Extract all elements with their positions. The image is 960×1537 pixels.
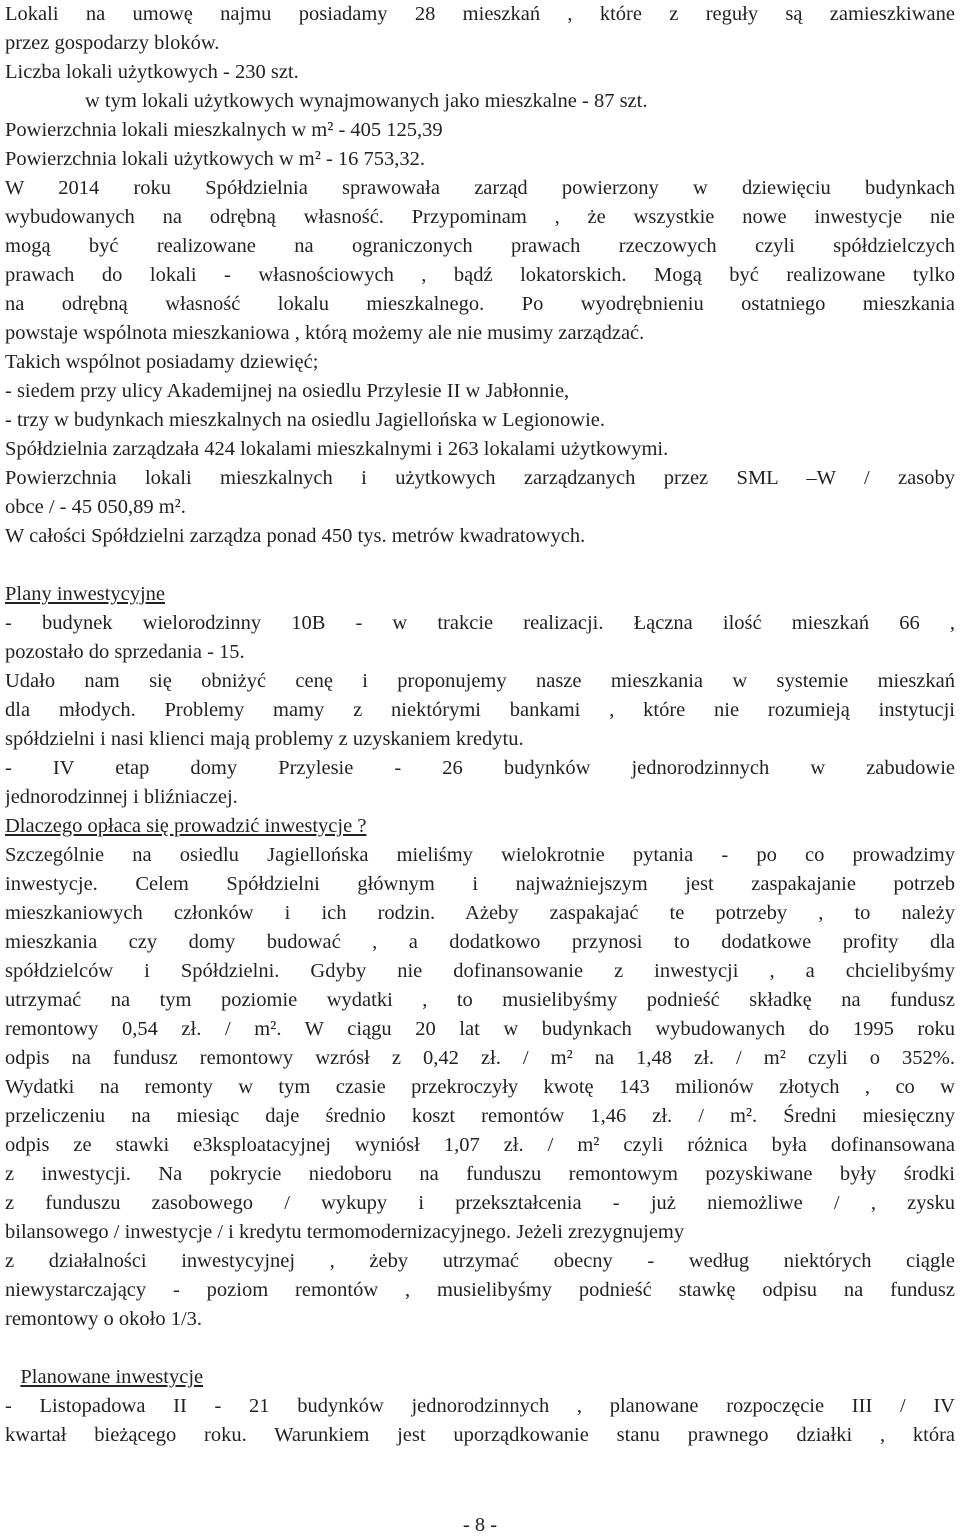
heading-plany-inwestycyjne: Plany inwestycyjne — [5, 583, 165, 605]
text-line: Udało nam się obniżyć cenę i proponujemy nasze mieszkania w systemie mieszkań — [5, 670, 955, 692]
text-line: Lokali na umowę najmu posiadamy 28 mieszkań , które z reguły są zamieszkiwane — [5, 3, 955, 25]
text-line: - Listopadowa II - 21 budynków jednorodzinnych , planowane rozpoczęcie III / IV — [5, 1395, 955, 1417]
spacer — [5, 1334, 955, 1363]
text-line: z funduszu zasobowego / wykupy i przekształcenia - już niemożliwe / , zysku — [5, 1192, 955, 1214]
text-line: przez gospodarzy bloków. — [5, 32, 220, 54]
text-line: mogą być realizowane na ograniczonych prawach rzeczowych czyli spółdzielczych — [5, 235, 955, 257]
text-line: utrzymać na tym poziomie wydatki , to musielibyśmy podnieść składkę na fundusz — [5, 989, 955, 1011]
text-line: remontowy 0,54 zł. / m². W ciągu 20 lat w budynkach wybudowanych do 1995 roku — [5, 1018, 955, 1040]
text-line: spółdzielców i Spółdzielni. Gdyby nie dofinansowanie z inwestycji , a chcielibyśmy — [5, 960, 955, 982]
text-line: jednorodzinnej i bliźniaczej. — [5, 786, 238, 808]
text-line: wybudowanych na odrębną własność. Przypominam , że wszystkie nowe inwestycje nie — [5, 206, 955, 228]
text-line: kwartał bieżącego roku. Warunkiem jest uporządkowanie stanu prawnego działki , która — [5, 1424, 955, 1446]
text-line: mieszkania czy domy budować , a dodatkowo przynosi to dodatkowe profity dla — [5, 931, 955, 953]
text-line: W całości Spółdzielni zarządza ponad 450 tys. metrów kwadratowych. — [5, 525, 586, 547]
text-line: remontowy o około 1/3. — [5, 1308, 203, 1330]
text-line: Takich wspólnot posiadamy dziewięć; — [5, 351, 319, 373]
text-line: prawach do lokali - własnościowych , bądź lokatorskich. Mogą być realizowane tylko — [5, 264, 955, 286]
text-line: dla młodych. Problemy mamy z niektórymi bankami , które nie rozumieją instytucji — [5, 699, 955, 721]
text-line: Liczba lokali użytkowych - 230 szt. — [5, 61, 299, 83]
text-line: Powierzchnia lokali mieszkalnych w m² - 405 125,39 — [5, 119, 443, 141]
text-line: bilansowego / inwestycje / i kredytu termomodernizacyjnego. Jeżeli zrezygnujemy — [5, 1221, 685, 1243]
text-line: w tym lokali użytkowych wynajmowanych jako mieszkalne - 87 szt. — [85, 90, 648, 112]
text-line: z działalności inwestycyjnej , żeby utrzymać obecny - według niektórych ciągle — [5, 1250, 955, 1272]
text-line: W 2014 roku Spółdzielnia sprawowała zarząd powierzony w dziewięciu budynkach — [5, 177, 955, 199]
heading-planowane-inwestycje — [5, 1363, 955, 1392]
text-line: odpis na fundusz remontowy wzrósł z 0,42 zł. / m² na 1,48 zł. / m² czyli o 352%. — [5, 1047, 955, 1069]
text-line: spółdzielni i nasi klienci mają problemy z uzyskaniem kredytu. — [5, 728, 524, 750]
text-line: powstaje wspólnota mieszkaniowa , którą możemy ale nie musimy zarządzać. — [5, 322, 645, 344]
text-line: - siedem przy ulicy Akademijnej na osiedlu Przylesie II w Jabłonnie, — [5, 380, 570, 402]
text-line: Wydatki na remonty w tym czasie przekroczyły kwotę 143 milionów złotych , co w — [5, 1076, 955, 1098]
text-line: odpis ze stawki e3ksploatacyjnej wyniósł 1,07 zł. / m² czyli różnica była dofinansowana — [5, 1134, 955, 1156]
text-line: Powierzchnia lokali użytkowych w m² - 16 753,32. — [5, 148, 426, 170]
text-line: z inwestycji. Na pokrycie niedoboru na funduszu remontowym pozyskiwane były środki — [5, 1163, 955, 1185]
text-line: - budynek wielorodzinny 10B - w trakcie realizacji. Łączna ilość mieszkań 66 , — [5, 612, 955, 634]
text-line: mieszkaniowych członków i ich rodzin. Ażeby zaspakajać te potrzeby , to należy — [5, 902, 955, 924]
text-line: inwestycje. Celem Spółdzielni głównym i najważniejszym jest zaspakajanie potrzeb — [5, 873, 955, 895]
text-line: - trzy w budynkach mieszkalnych na osiedlu Jagiellońska w Legionowie. — [5, 409, 606, 431]
text-line: obce / - 45 050,89 m². — [5, 496, 186, 518]
text-line: - IV etap domy Przylesie - 26 budynków jednorodzinnych w zabudowie — [5, 757, 955, 779]
document-page — [5, 0, 955, 1450]
heading-planowane-text: Planowane inwestycje — [20, 1366, 204, 1388]
text-line: pozostało do sprzedania - 15. — [5, 641, 245, 663]
text-line: niewystarczający - poziom remontów , musielibyśmy podnieść stawkę odpisu na fundusz — [5, 1279, 955, 1301]
text-line: Szczególnie na osiedlu Jagiellońska mieliśmy wielokrotnie pytania - po co prowadzimy — [5, 844, 955, 866]
text-line: na odrębną własność lokalu mieszkalnego. Po wyodrębnieniu ostatniego mieszkania — [5, 293, 955, 315]
spacer — [5, 551, 955, 580]
heading-dlaczego-oplaca-sie: Dlaczego opłaca się prowadzić inwestycje ? — [5, 815, 367, 837]
page-number: - 8 - — [462, 1514, 498, 1536]
text-line: przeliczeniu na miesiąc daje średnio koszt remontów 1,46 zł. / m². Średni miesięczny — [5, 1105, 955, 1127]
text-line: Spółdzielnia zarządzała 424 lokalami mieszkalnymi i 263 lokalami użytkowymi. — [5, 438, 669, 460]
text-line: Powierzchnia lokali mieszkalnych i użytkowych zarządzanych przez SML –W / zasoby — [5, 467, 955, 489]
